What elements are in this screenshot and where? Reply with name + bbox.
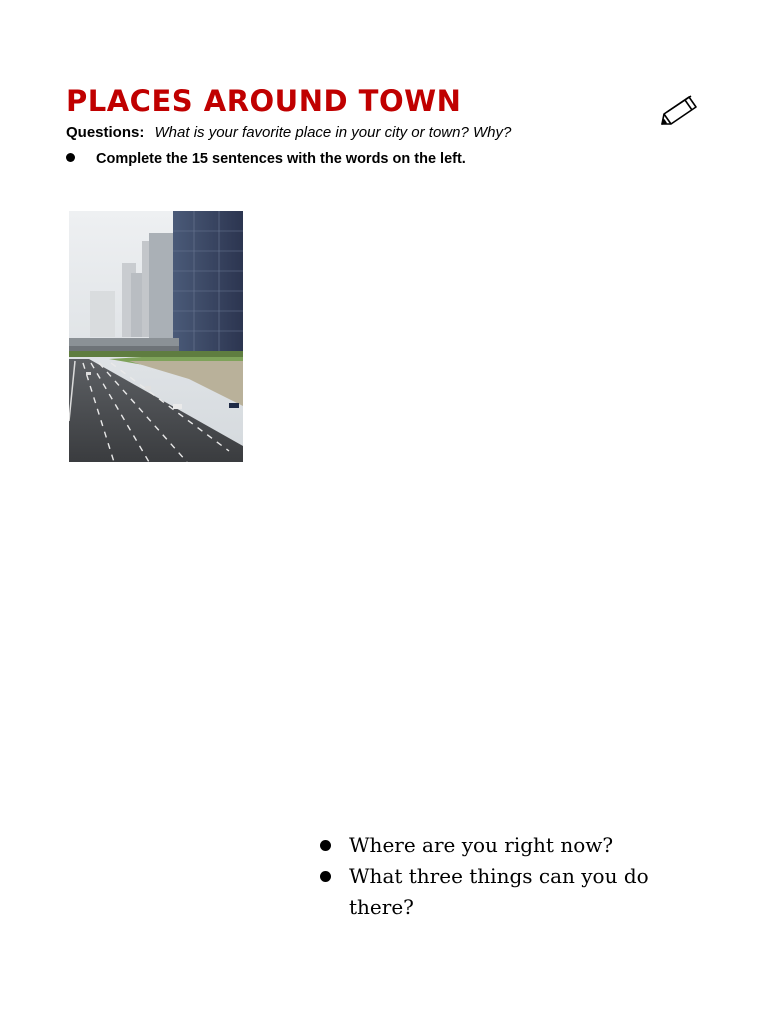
bullet-icon xyxy=(320,871,331,882)
list-item xyxy=(318,861,678,923)
list-item xyxy=(318,830,678,861)
questions-label: Questions: xyxy=(66,124,145,141)
question-things-text: What three things can you do there? xyxy=(349,864,649,919)
page-title: PLACES AROUND TOWN xyxy=(66,84,462,118)
questions-text: What is your favorite place in your city or town? Why? xyxy=(154,124,512,141)
instruction-line xyxy=(66,151,466,167)
bullet-icon xyxy=(66,153,75,162)
pencil-icon xyxy=(658,88,702,128)
reflection-questions xyxy=(318,830,678,923)
questions-line xyxy=(66,124,511,141)
bullet-icon xyxy=(320,840,331,851)
question-where-text: Where are you right now? xyxy=(349,833,614,857)
city-highway-illustration xyxy=(69,211,243,462)
city-highway-photo xyxy=(69,211,243,462)
instruction-text: Complete the 15 sentences with the words on the left. xyxy=(96,151,466,167)
